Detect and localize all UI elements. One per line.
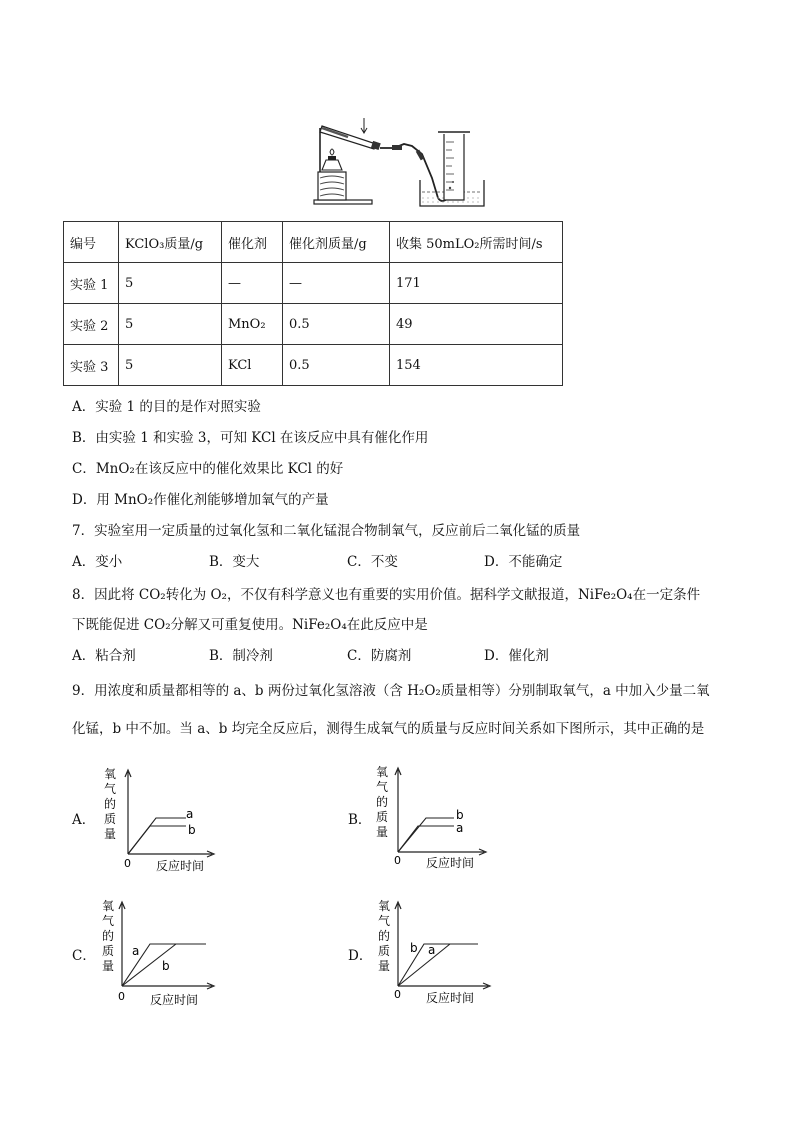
q8-option-b: B．制冷剂 — [209, 648, 273, 664]
q6-option-c: C．MnO₂在该反应中的催化效果比 KCl 的好 — [72, 461, 344, 477]
q6-option-a: A．实验 1 的目的是作对照实验 — [72, 399, 261, 415]
table-row — [64, 263, 563, 304]
q7-option-a: A．变小 — [72, 554, 123, 570]
graph-y-label-char: 量 — [378, 959, 391, 973]
table-header-cell: 催化剂质量/g — [283, 222, 390, 263]
graph-x-label: 反应时间 — [426, 856, 475, 870]
graph-y-label-char: 气 — [378, 914, 391, 928]
graph-x-label: 反应时间 — [156, 859, 205, 873]
graph-origin: 0 — [394, 988, 401, 1001]
q8-option-c: C．防腐剂 — [347, 648, 412, 664]
table-header-cell: 编号 — [64, 222, 119, 263]
graph-line-label: a — [186, 807, 194, 821]
graph-y-label-char: 氧 — [102, 899, 115, 913]
graph-line-label: b — [456, 808, 464, 822]
graph-b — [372, 764, 492, 874]
table-header-cell: KClO₃质量/g — [119, 222, 222, 263]
graph-y-label-char: 氧 — [378, 899, 391, 913]
q8-option-d: D．催化剂 — [484, 648, 549, 664]
graph-y-label-char: 氧 — [104, 767, 117, 781]
table-header-row — [64, 222, 563, 263]
q7-option-b: B．变大 — [209, 554, 260, 570]
graph-y-label-char: 的 — [378, 929, 391, 943]
graph-line-label: a — [456, 821, 464, 835]
graph-y-label-char: 气 — [102, 914, 115, 928]
graph-y-label-char: 量 — [102, 959, 115, 973]
table-header-cell: 催化剂 — [222, 222, 283, 263]
table-cell: 171 — [390, 263, 563, 304]
graph-y-label-char: 氧 — [376, 765, 389, 779]
q8-stem-line2: 下既能促进 CO₂分解又可重复使用。NiFe₂O₄在此反应中是 — [72, 617, 428, 633]
q6-option-b: B．由实验 1 和实验 3，可知 KCl 在该反应中具有催化作用 — [72, 430, 429, 446]
graph-option-letter: D． — [348, 948, 373, 964]
q7-option-d: D．不能确定 — [484, 554, 563, 570]
table-cell: 实验 2 — [64, 304, 119, 345]
table-cell: — — [283, 263, 390, 304]
graph-option-letter: B． — [348, 812, 372, 828]
graph-y-label-char: 气 — [376, 780, 389, 794]
graph-y-label-char: 质 — [378, 944, 391, 958]
q8-stem-line1: 8．因此将 CO₂转化为 O₂，不仅有科学意义也有重要的实用价值。据科学文献报道，NiFe₂O₄在一定条件 — [72, 587, 701, 603]
table-cell: 49 — [390, 304, 563, 345]
graph-line-label: b — [410, 941, 418, 955]
table-cell: 实验 1 — [64, 263, 119, 304]
q6-option-d: D．用 MnO₂作催化剂能够增加氧气的产量 — [72, 492, 329, 508]
graph-a — [100, 766, 220, 876]
table-cell: 0.5 — [283, 345, 390, 386]
table-cell: 0.5 — [283, 304, 390, 345]
graph-y-label-char: 气 — [104, 782, 117, 796]
graph-y-label-char: 质 — [104, 812, 117, 826]
apparatus-illustration — [308, 118, 490, 210]
graph-origin: 0 — [394, 854, 401, 867]
table-cell: 实验 3 — [64, 345, 119, 386]
graph-option-letter: C． — [72, 948, 96, 964]
experiment-table — [63, 221, 563, 386]
table-cell: 5 — [119, 345, 222, 386]
q9-stem-line2: 化锰，b 中不加。当 a、b 均完全反应后，测得生成氧气的质量与反应时间关系如下图所示，其中正确的是 — [72, 721, 705, 737]
table-cell: 5 — [119, 263, 222, 304]
graph-y-label-char: 量 — [376, 825, 389, 839]
q7-stem: 7．实验室用一定质量的过氧化氢和二氧化锰混合物制氧气，反应前后二氧化锰的质量 — [72, 523, 581, 539]
table-cell: 5 — [119, 304, 222, 345]
table-cell: KCl — [222, 345, 283, 386]
graph-line-label: b — [162, 959, 170, 973]
q7-option-c: C．不变 — [347, 554, 398, 570]
graph-x-label: 反应时间 — [426, 991, 475, 1005]
table-header-cell: 收集 50mLO₂所需时间/s — [390, 222, 563, 263]
graph-y-label-char: 质 — [102, 944, 115, 958]
graph-c — [98, 898, 218, 1010]
graph-origin: 0 — [124, 857, 131, 870]
graph-y-label-char: 的 — [102, 929, 115, 943]
table-cell: 154 — [390, 345, 563, 386]
graph-line-label: a — [428, 943, 436, 957]
table-cell: MnO₂ — [222, 304, 283, 345]
q8-option-a: A．粘合剂 — [72, 648, 136, 664]
table-row — [64, 345, 563, 386]
q9-stem-line1: 9．用浓度和质量都相等的 a、b 两份过氧化氢溶液（含 H₂O₂质量相等）分别制取氧气，a 中加入少量二氧 — [72, 683, 710, 699]
graph-d — [374, 898, 494, 1010]
graph-x-label: 反应时间 — [150, 993, 199, 1007]
table-row — [64, 304, 563, 345]
table-cell: — — [222, 263, 283, 304]
graph-y-label-char: 的 — [104, 797, 117, 811]
graph-y-label-char: 的 — [376, 795, 389, 809]
graph-line-label: a — [132, 944, 140, 958]
graph-option-letter: A． — [72, 812, 96, 828]
graph-y-label-char: 质 — [376, 810, 389, 824]
graph-line-label: b — [188, 823, 196, 837]
graph-origin: 0 — [118, 990, 125, 1003]
graph-y-label-char: 量 — [104, 827, 117, 841]
